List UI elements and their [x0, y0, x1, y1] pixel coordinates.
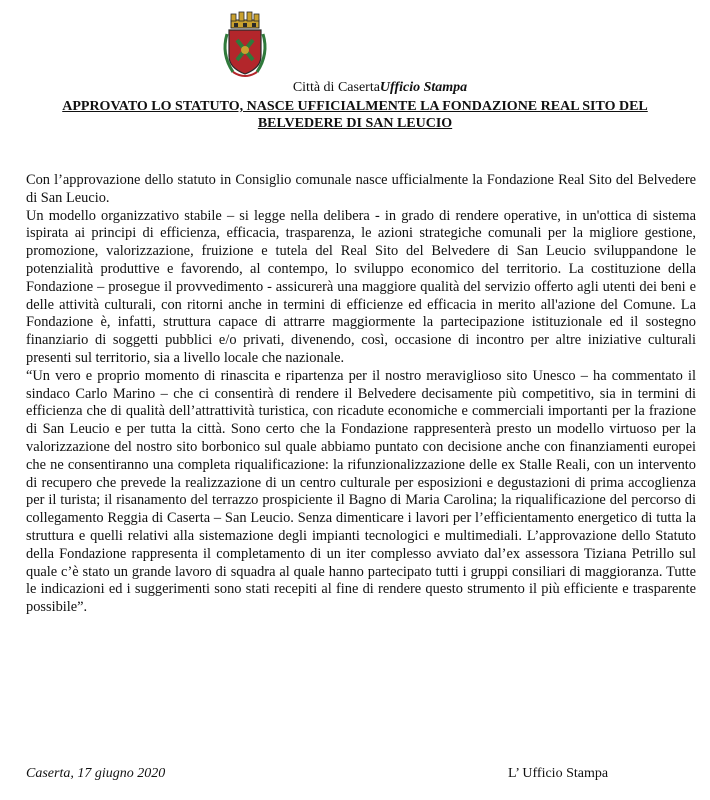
paragraph-quote: “Un vero e proprio momento di rinascita e ripartenza per il nostro meraviglioso sito Unesco – ha commentato il sindaco Carlo Marino – che ci consentirà di rendere il Belvedere decisamente più competitivo, sia in termini di efficienza che di qualità dell’attrattività turistica, con ricadute economiche e commerciali importanti per la frazione di San Leucio e per tutta la città. Sono certo che la Fondazione rappresenterà presto un modello virtuoso per la valorizzazione del nostro sito borbonico sul quale abbiamo puntato con decisione anche con finanziamenti europei che ne consentiranno una completa riqualificazione: la rifunzionalizzazione delle ex Stalle Reali, con un intervento di recupero che prevede la realizzazione di un centro culturale per esposizioni e degustazioni di prima accoglienza per il turista; il risanamento del terrazzo prospiciente il Bagno di Maria Carolina; la riqualificazione del percorso di collegamento Reggia di Caserta – San Leucio. Senza dimenticare i lavori per l’efficientamento energetico di tutta la struttura e quelli relativi alla sistemazione degli impianti tecnologici e multimediali. L’approvazione dello Statuto della Fondazione rappresenta il completamento di un iter complesso avviato dal’ex assessora Tiziana Petrillo sul quale c’è stato un grande lavoro di squadra al quale hanno partecipato tutti i gruppi consiliari di maggioranza. Tutte le indicazioni ed i suggerimenti sono stati recepiti al fine di rendere questo strumento il più efficiente e trasparente possibile”. — [26, 367, 696, 616]
paragraph-model: Un modello organizzativo stabile – si legge nella delibera - in grado di rendere operative, in un'ottica di sistema ispirata ai principi di efficienza, efficacia, trasparenza, le azioni strategiche comunali per la migliore gestione, promozione, valorizzazione, fruizione e tutela del Real Sito del Belvedere di San Leucio sviluppandone le potenzialità produttive e favorendo, al contempo, lo sviluppo economico del territorio. La costituzione della Fondazione – prosegue il provvedimento - assicurerà una maggiore qualità del servizio offerto agli utenti dei beni e delle attività culturali, con ritorni anche in termini di efficienze ed efficacia in merito all'azione del Comune. La Fondazione è, infatti, struttura capace di attrarre maggiormente la partecipazione istituzionale ed il sostegno finanziario di soggetti pubblici e/o privati, divenendo, così, occasione di incontro per altre iniziative culturali presenti sul territorio, sia a livello locale che nazionale. — [26, 207, 696, 366]
page-title — [20, 98, 690, 132]
headline-line-2: BELVEDERE DI SAN LEUCIO — [257, 116, 453, 131]
article-body — [26, 172, 696, 617]
city-name: Città di Caserta — [292, 80, 380, 95]
headline-line-1: APPROVATO LO STATUTO, NASCE UFFICIALMENTE LA FONDAZIONE REAL SITO DEL — [62, 99, 648, 114]
paragraph-intro: Con l’approvazione dello statuto in Consiglio comunale nasce ufficialmente la Fondazione Real Sito del Belvedere di San Leucio. — [26, 172, 696, 206]
press-office-label: Ufficio Stampa — [379, 80, 468, 95]
header-line — [0, 80, 710, 96]
city-coat-of-arms-icon — [219, 4, 271, 84]
release-date: Caserta, 17 giugno 2020 — [26, 766, 166, 781]
signature: L’ Ufficio Stampa — [508, 766, 609, 781]
